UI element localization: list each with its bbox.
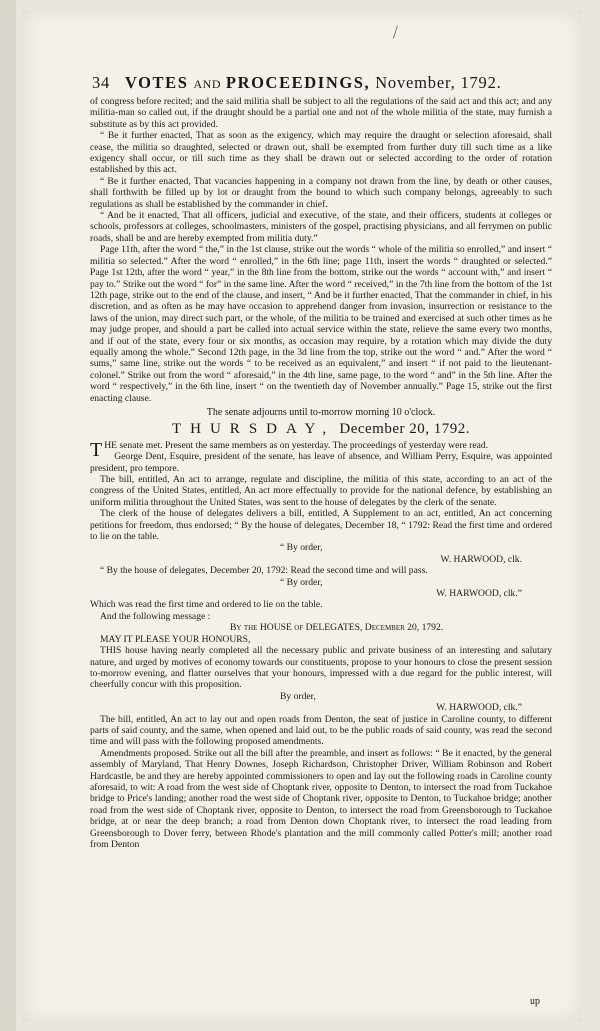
drop-cap: T bbox=[90, 438, 103, 461]
ink-mark: ⧸ bbox=[393, 26, 398, 41]
message-date: December 20, 1792. bbox=[364, 622, 444, 634]
page-number: 34 bbox=[92, 73, 111, 92]
paragraph: Page 11th, after the word “ the,” in the 1st clause, strike out the words “ whole of the militia so enrolled,” and insert “ militia so selected.” After the word “ enrolled,” in the 6th line; page 11th, insert the words “ draughted or selected.” Page 1st 12th, after the word “ year,” in the 8th line from the bottom, strike out the words “ account with,” and insert “ pay to.” Strike out the word “ for” in the same line. After the word “ received,” in the 7th line from the bottom of the 1st 12th page, strike out to the end of the clause, and insert, “ And be it further enacted, That the commander in chief, in his discretion, and as often as he may have occasion to apprehend danger from invasion, insurrection or resistance to the laws of the union, may direct such part, or the whole, of the militia to be trained and exercised at such other times as he may judge proper, and should a part be called into actual service within the state, relieve the same every two months, and if out of the state, every four or six months, as occasion may require, by a rotation which may divide the duty equally among the whole.” Second 12th page, in the 3d line from the top, strike out the word “ and.” After the word “ sums,” same line, strike out the words “ to be received as an equivalent,” and insert “ if not paid to the lieutenant-colonel.” Strike out from the word “ aforesaid,” in the 4th line, same page, to the word “ and” in the 5th line. After the word “ respectively,” in the 6th line, insert “ on the twentieth day of November annually.” Page 15, strike out the first enacting clause. bbox=[90, 244, 552, 404]
message-house: HOUSE bbox=[259, 622, 292, 634]
running-header bbox=[92, 73, 554, 93]
day-heading-date: December 20, bbox=[339, 421, 430, 438]
header-and: AND bbox=[193, 77, 221, 91]
message-delegates: DELEGATES, bbox=[305, 622, 363, 634]
paragraph: The bill, entitled, An act to lay out and open roads from Denton, the seat of justice in Caroline county, to different parts of said county, and the same, when opened and laid out, to be the public roads of said county, was read the second time and will pass with the following proposed amendments. bbox=[90, 713, 552, 748]
catchword: up bbox=[530, 996, 540, 1007]
message-by: By the bbox=[230, 622, 258, 634]
clerk-signature: W. HARWOOD, clk. bbox=[440, 553, 522, 565]
paragraph: The bill, entitled, An act to arrange, regulate and discipline, the militia of this state, according to an act of the congress of the United States, entitled, An act more effectually to provide for the national defence, by establishing an uniform militia throughout the United States, was sent to the house of delegates by the clerk of the senate. bbox=[90, 474, 552, 508]
paragraph: “ Be it further enacted, That as soon as the exigency, which may require the draught or selection aforesaid, shall cease, the militia so draughted, selected or drawn out, shall be exempted from further duty till such time as a like exigency shall occur, or till such time as they shall be drawn out or selected according to the order of rotation established by this act. bbox=[90, 130, 552, 176]
day-heading-day: THURSDAY, bbox=[171, 421, 336, 438]
opening-text: HE senate met. Present the same members as on yesterday. The proceedings of yesterday were read. bbox=[104, 439, 489, 451]
by-order-line: “ By order, bbox=[280, 576, 323, 588]
paragraph: And the following message : bbox=[100, 610, 211, 622]
day-heading-year: 1792. bbox=[433, 421, 470, 438]
opening-paragraph bbox=[90, 438, 552, 461]
paragraph: Which was read the first time and ordered to lie on the table. bbox=[90, 599, 323, 611]
by-order-line: By order, bbox=[280, 690, 316, 702]
header-year: 1792. bbox=[460, 73, 502, 92]
paragraph: George Dent, Esquire, president of the senate, has leave of absence, and William Perry, Esquire, was appointed president, pro tempore. bbox=[90, 451, 552, 474]
paragraph: The clerk of the house of delegates delivers a bill, entitled, A Supplement to an act, entitled, An act concerning petitions for freedom, thus endorsed; “ By the house of delegates, December 18, “ 1792: Read the first time and ordered to lie on the table. bbox=[90, 508, 552, 543]
paragraph: Amendments proposed. Strike out all the bill after the preamble, and insert as follows: “ Be it enacted, by the general assembly of Maryland, That Henry Downes, Joseph Richardson, Christopher Driver, William Robinson and Robert Hardcastle, be and they are hereby appointed commissioners to open and lay out the following roads in Caroline county aforesaid, to wit: A road from the west side of Choptank river, opposite to Denton, to intersect the road from Tuckahoe bridge to Price's landing; another road the west side of Choptank river, opposite to Denton, to Tuckahoe bridge; another road from the west side of Choptank river, opposite to Denton, to intersect the road from Greensborough to Tuckahoe bridge, at or near the deep branch; a road from Denton down Choptank river, to intersect the road leading from Greensborough to Dover ferry, between Rhode's plantation and the mill commonly called Potter's mill; another road from Denton bbox=[90, 747, 552, 850]
page-body bbox=[90, 96, 552, 850]
paragraph: “ And be it enacted, That all officers, judicial and executive, of the state, and their officers, students at colleges or schools, professors at colleges, schoolmasters, ministers of the gospel, practising physicians, and all ferrymen on public roads, shall be and are hereby exempted from militia duty.” bbox=[90, 210, 552, 244]
paragraph: THIS house having nearly completed all the necessary public and private business of an interesting and salutary nature, and urged by motives of economy towards our constituents, propose to your honours to close the present session to-morrow evening, and flatter ourselves that your honours, impressed with a due regard for the public interest, will cheerfully concur with this proposition. bbox=[90, 645, 552, 691]
clerk-signature: W. HARWOOD, clk.” bbox=[436, 588, 522, 600]
paragraph: of congress before recited; and the said militia shall be subject to all the regulations of the said act and this act; and any militia-man so called out, if the draught should be a partial one and not of the whole militia of the state, may furnish a substitute as by this act provided. bbox=[90, 96, 552, 130]
day-heading bbox=[90, 421, 552, 438]
header-date: November, bbox=[375, 73, 456, 92]
header-title: VOTES bbox=[124, 73, 189, 92]
clerk-signature: W. HARWOOD, clk.” bbox=[436, 702, 522, 714]
header-title-2: PROCEEDINGS, bbox=[225, 73, 371, 92]
by-order-line: “ By order, bbox=[280, 542, 323, 554]
message-of: of bbox=[294, 622, 304, 634]
paragraph: “ By the house of delegates, December 20, 1792: Read the second time and will pass. bbox=[100, 565, 428, 577]
salutation: MAY IT PLEASE YOUR HONOURS, bbox=[100, 633, 251, 645]
book-gutter bbox=[0, 0, 16, 1031]
message-heading bbox=[90, 622, 552, 633]
paragraph: “ Be it further enacted, That vacancies happening in a company not drawn from the line, by death or other causes, shall forthwith be filled up by lot or draught from the bound to which such company belongs, agreeably to such regulations as shall be established by the commander in chief. bbox=[90, 175, 552, 210]
adjournment-line: The senate adjourns until to-morrow morning 10 o'clock. bbox=[206, 406, 436, 418]
